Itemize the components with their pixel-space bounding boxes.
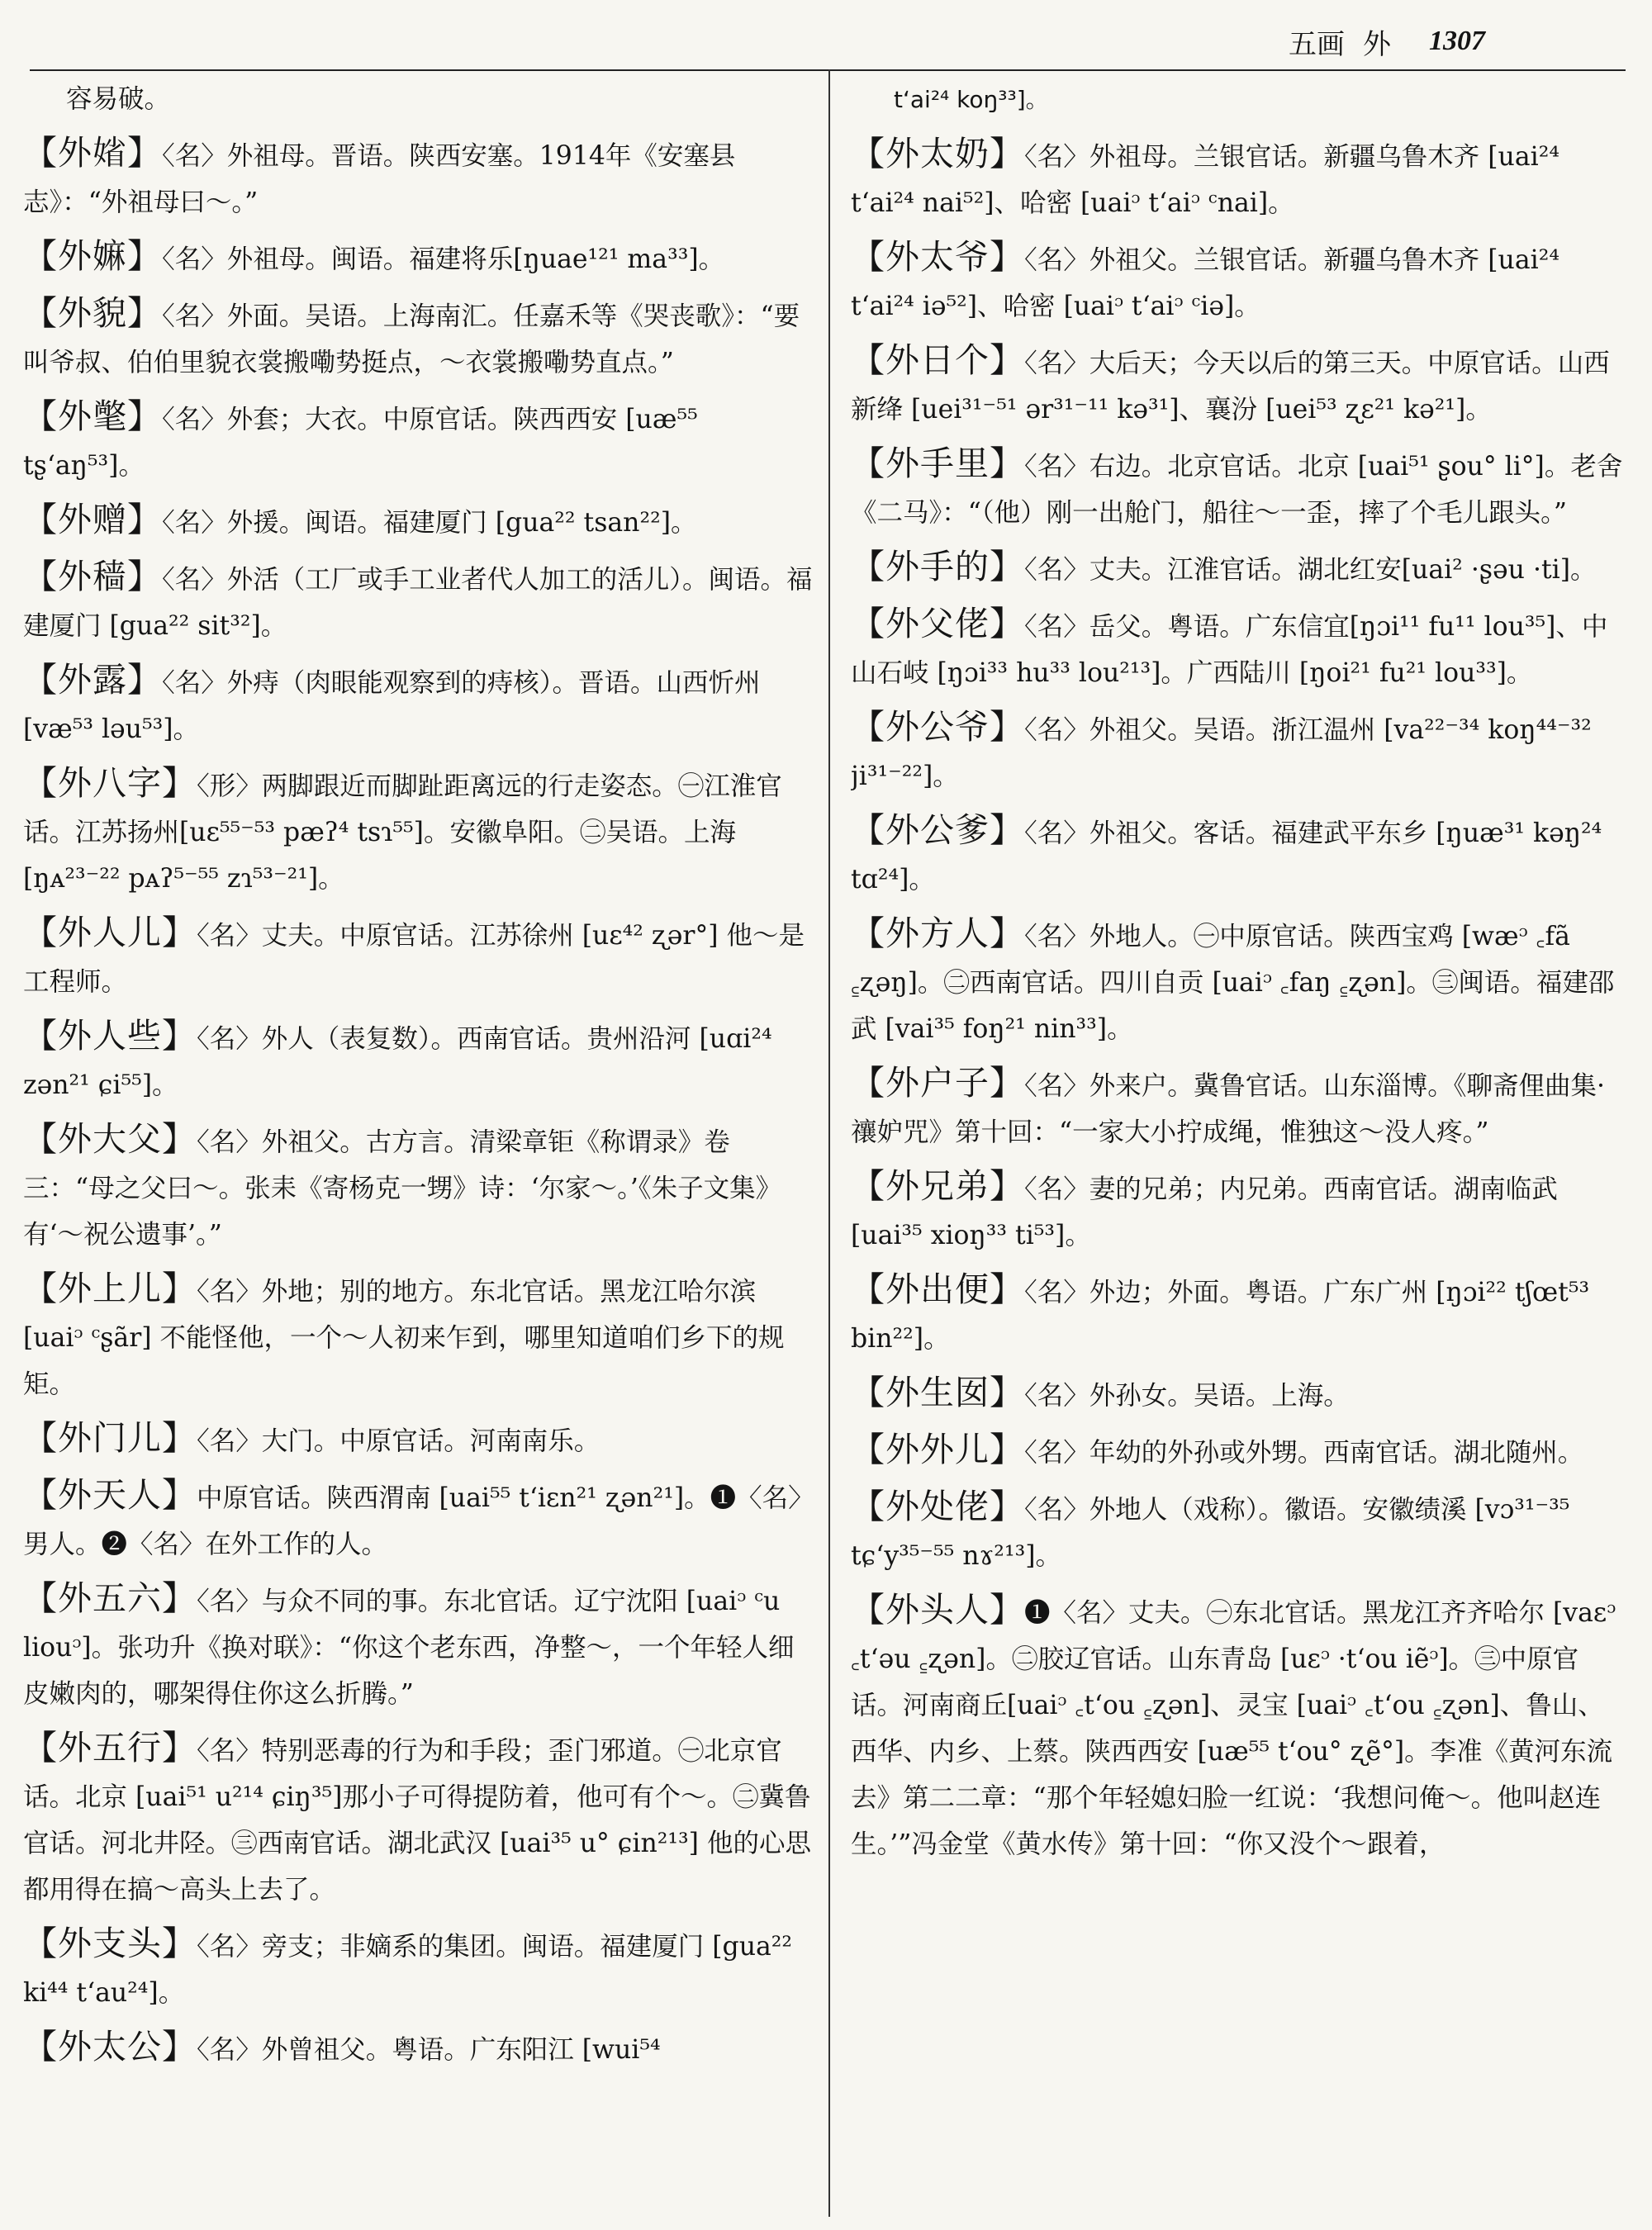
dictionary-entry	[23, 393, 816, 489]
entry-headword: 【外人儿】	[23, 913, 197, 952]
dictionary-entry	[851, 130, 1627, 226]
entry-body: 〈名〉外痔（肉眼能观察到的痔核）。晋语。山西忻州[væ⁵³ ləu⁵³]。	[23, 668, 761, 744]
entry-body: 〈名〉右边。北京官话。北京 [uai⁵¹ ʂou° li°]。老舍《二马》：“（他）刚一出舱门，船往～一歪，摔了个毛儿跟头。”	[851, 452, 1623, 528]
dictionary-entry	[851, 1587, 1627, 1867]
dictionary-entry	[851, 807, 1627, 903]
dictionary-entry	[851, 1060, 1627, 1155]
entry-headword: 【外穑】	[23, 557, 162, 596]
dictionary-entry	[23, 553, 816, 649]
entry-body: 〈名〉外祖母。晋语。陕西安塞。1914年《安塞县志》：“外祖母曰～。”	[23, 141, 736, 217]
entry-headword: 【外露】	[23, 660, 162, 700]
entry-body: 〈名〉外孙女。吴语。上海。	[1024, 1381, 1350, 1411]
entry-headword: 【外大父】	[23, 1119, 197, 1159]
entry-headword: 【外太奶】	[851, 134, 1024, 173]
entry-body: 〈名〉外套；大衣。中原官话。陕西西安 [uæ⁵⁵ tʂʻaŋ⁵³]。	[23, 405, 698, 481]
entry-headword: 【外赠】	[23, 500, 162, 539]
entry-headword: 【外八字】	[23, 763, 197, 803]
dictionary-entry	[851, 910, 1627, 1052]
entry-body: 〈名〉外人（表复数）。西南官话。贵州沿河 [uɑi²⁴ zən²¹ ɕi⁵⁵]。	[23, 1024, 772, 1100]
dictionary-entry	[23, 1725, 816, 1913]
entry-body: 〈名〉外来户。冀鲁官话。山东淄博。《聊斋俚曲集·禳妒咒》第十回：“一家大小拧成绳，惟独这～没人疼。”	[851, 1071, 1606, 1147]
entry-body: 〈名〉外边；外面。粤语。广东广州 [ŋɔi²² tʃœt⁵³ bin²²]。	[851, 1278, 1590, 1354]
entry-body: 〈名〉外祖父。吴语。浙江温州 [va²²⁻³⁴ koŋ⁴⁴⁻³² ji³¹⁻²²]。	[851, 715, 1592, 791]
dictionary-entry	[23, 290, 816, 386]
entry-headword: 【外太爷】	[851, 237, 1024, 277]
entry-body: ❶〈名〉丈夫。㊀东北官话。黑龙江齐齐哈尔 [vaɛᵓ ꜀tʻəu ꜁ʐən]。㊁胶辽官话。山东青岛 [uɛᵓ ·tʻou iẽᵓ]。㊂中原官话。河南商丘[uaiᵓ ꜀tʻou ꜁ʐən]、灵宝 [uaiᵓ ꜀tʻou ꜁ʐən]、鲁山、西华、内乡、上蔡。陕西西安 [uæ⁵⁵ tʻou° ʐẽ°]。李准《黄河东流去》第二二章：“那个年轻媳妇脸一红说：‘我想问俺～。他叫赵连生。’”冯金堂《黄水传》第十回：“你又没个～跟着，	[851, 1598, 1616, 1859]
dictionary-entry	[23, 1472, 816, 1568]
entry-headword: 【外方人】	[851, 913, 1024, 953]
entry-headword: 【外嫲】	[23, 236, 162, 276]
entry-headword: 【外人些】	[23, 1016, 197, 1056]
entry-body: 〈名〉妻的兄弟；内兄弟。西南官话。湖南临武 [uai³⁵ xioŋ³³ ti⁵³]。	[851, 1174, 1558, 1250]
dictionary-entry	[23, 1920, 816, 2016]
entry-headword: 【外手里】	[851, 444, 1024, 483]
entry-headword: 【外出便】	[851, 1269, 1024, 1309]
entry-headword: 【外兄弟】	[851, 1166, 1024, 1206]
entry-headword: 【外日个】	[851, 340, 1024, 380]
entry-body: 〈名〉大门。中原官话。河南南乐。	[197, 1426, 601, 1456]
entry-body: 〈名〉特别恶毒的行为和手段；歪门邪道。㊀北京官话。北京 [uai⁵¹ u²¹⁴ ɕiŋ³⁵]那小子可得提防着，他可有个～。㊁冀鲁官话。河北井陉。㊂西南官话。湖北武汉 [uai³⁵ u° ɕin²¹³] 他的心思都用得在搞～高头上去了。	[23, 1736, 811, 1905]
entry-body: 〈名〉外活（工厂或手工业者代人加工的活儿）。闽语。福建厦门 [gua²² sit³²]。	[23, 565, 813, 641]
entry-body: 〈名〉外援。闽语。福建厦门 [gua²² tsan²²]。	[162, 508, 697, 538]
dictionary-entry	[851, 1369, 1627, 1419]
entry-headword: 【外貌】	[23, 293, 162, 333]
dictionary-entry	[851, 234, 1627, 330]
header-radical: 五画	[1289, 27, 1345, 61]
dictionary-entry	[851, 1426, 1627, 1476]
dictionary-entry	[851, 1163, 1627, 1259]
entry-headword: 【外太公】	[23, 2027, 197, 2066]
dictionary-entry	[851, 600, 1627, 696]
dictionary-entry	[23, 1265, 816, 1407]
entry-body: 〈名〉外祖父。客话。福建武平东乡 [ŋuæ³¹ kəŋ²⁴ tɑ²⁴]。	[851, 818, 1602, 894]
entry-headword: 【外支头】	[23, 1924, 197, 1963]
dictionary-entry	[23, 1013, 816, 1108]
entry-body: 中原官话。陕西渭南 [uai⁵⁵ tʻiɛn²¹ ʐən²¹]。❶〈名〉男人。❷〈名〉在外工作的人。	[23, 1483, 814, 1559]
header-char: 外	[1363, 27, 1391, 61]
right-column	[851, 76, 1627, 2223]
entry-headword: 【外头人】	[851, 1590, 1024, 1630]
entry-headword: 【外五行】	[23, 1728, 197, 1767]
dictionary-entry	[23, 909, 816, 1005]
entry-body: 〈名〉大后天；今天以后的第三天。中原官话。山西新绛 [uei³¹⁻⁵¹ ər³¹⁻¹¹ kə³¹]、襄汾 [uei⁵³ ʐɛ²¹ kə²¹]。	[851, 349, 1610, 425]
entry-body: 〈名〉丈夫。中原官话。江苏徐州 [uɛ⁴² ʐər°] 他～是工程师。	[23, 921, 805, 997]
entry-headword: 【外外儿】	[851, 1430, 1024, 1469]
entry-headword: 【外氅】	[23, 396, 162, 436]
entry-continuation: tʻai²⁴ koŋ³³]。	[894, 86, 1049, 113]
entry-headword: 【外上儿】	[23, 1269, 197, 1308]
entry-headword: 【外𡞞】	[23, 133, 162, 173]
entry-headword: 【外户子】	[851, 1063, 1024, 1103]
entry-body: 〈形〉两脚跟近而脚趾距离远的行走姿态。㊀江淮官话。江苏扬州[uɛ⁵⁵⁻⁵³ pæʔ⁴ tsɿ⁵⁵]。安徽阜阳。㊁吴语。上海 [ŋᴀ²³⁻²² pᴀʔ⁵⁻⁵⁵ zɿ⁵³⁻²¹]。	[23, 771, 782, 894]
dictionary-entry	[851, 1266, 1627, 1362]
entry-body: 〈名〉外祖父。兰银官话。新疆乌鲁木齐 [uai²⁴ tʻai²⁴ iə⁵²]、哈密 [uaiᵓ tʻaiᵓ ᶜiə]。	[851, 245, 1559, 321]
dictionary-entry	[23, 657, 816, 752]
header-rule	[30, 69, 1626, 71]
entry-headword: 【外手的】	[851, 547, 1024, 586]
dictionary-entry	[23, 1116, 816, 1258]
entry-body: 〈名〉岳父。粤语。广东信宜[ŋɔi¹¹ fu¹¹ lou³⁵]、中山石岐 [ŋɔi³³ hu³³ lou²¹³]。广西陆川 [ŋoi²¹ fu²¹ lou³³]。	[851, 612, 1608, 688]
dictionary-entry	[23, 233, 816, 282]
entry-headword: 【外公爷】	[851, 707, 1024, 747]
entry-body: 〈名〉年幼的外孙或外甥。西南官话。湖北随州。	[1024, 1438, 1584, 1468]
entry-body: 〈名〉外祖母。兰银官话。新疆乌鲁木齐 [uai²⁴ tʻai²⁴ nai⁵²]、哈密 [uaiᵓ tʻaiᵓ ᶜnai]。	[851, 142, 1559, 218]
entry-headword: 【外公爹】	[851, 810, 1024, 850]
left-column	[23, 76, 816, 2223]
dictionary-entry	[23, 2024, 816, 2073]
entry-continuation: 容易破。	[66, 84, 171, 114]
dictionary-entry	[851, 543, 1627, 593]
entry-body: 〈名〉丈夫。江淮官话。湖北红安[uai² ·ʂəu ·ti]。	[1024, 555, 1597, 585]
entry-headword: 【外生囡】	[851, 1373, 1024, 1412]
dictionary-entry	[23, 760, 816, 902]
entry-body: 〈名〉旁支；非嫡系的集团。闽语。福建厦门 [gua²² ki⁴⁴ tʻau²⁴]。	[23, 1932, 793, 2008]
dictionary-entry	[23, 130, 816, 225]
dictionary-entry	[851, 1483, 1627, 1579]
entry-headword: 【外处佬】	[851, 1487, 1024, 1526]
entry-headword: 【外门儿】	[23, 1418, 197, 1458]
dictionary-entry	[851, 704, 1627, 799]
entry-body: 〈名〉外祖母。闽语。福建将乐[ŋuae¹²¹ ma³³]。	[162, 244, 725, 274]
page-header	[1289, 18, 1619, 64]
entry-body: 〈名〉外地人（戏称）。徽语。安徽绩溪 [vɔ³¹⁻³⁵ tɕʻy³⁵⁻⁵⁵ nɤ²¹³]。	[851, 1495, 1570, 1571]
entry-headword: 【外父佬】	[851, 604, 1024, 643]
dictionary-entry	[23, 1415, 816, 1464]
dictionary-entry	[23, 496, 816, 546]
entry-headword: 【外天人】	[23, 1475, 197, 1515]
dictionary-entry	[851, 440, 1627, 536]
entry-body: 〈名〉外地；别的地方。东北官话。黑龙江哈尔滨 [uaiᵓ ᶜʂãr] 不能怪他，一个～人初来乍到，哪里知道咱们乡下的规矩。	[23, 1277, 785, 1399]
column-divider	[828, 69, 830, 2217]
entry-body: 〈名〉外面。吴语。上海南汇。任嘉禾等《哭丧歌》：“要叫爷叔、伯伯里貌衣裳搬嘞势挺点，～衣裳搬嘞势直点。”	[23, 301, 800, 377]
dictionary-entry	[23, 1575, 816, 1717]
entry-body: 〈名〉外曾祖父。粤语。广东阳江 [wui⁵⁴	[197, 2035, 661, 2065]
dictionary-entry	[851, 337, 1627, 433]
entry-body: 〈名〉外祖父。古方言。清梁章钜《称谓录》卷三：“母之父曰～。张耒《寄杨克一甥》诗：‘尔家～。’《朱子文集》有‘～祝公遗事’。”	[23, 1127, 782, 1250]
entry-body: 〈名〉外地人。㊀中原官话。陕西宝鸡 [wæᵓ ꜀fã ꜁ʐəŋ]。㊁西南官话。四川自贡 [uaiᵓ ꜀faŋ ꜁ʐən]。㊂闽语。福建邵武 [vai³⁵ foŋ²¹ nin³³]。	[851, 922, 1615, 1044]
entry-headword: 【外五六】	[23, 1578, 197, 1618]
page-number: 1307	[1429, 26, 1485, 56]
entry-body: 〈名〉与众不同的事。东北官话。辽宁沈阳 [uaiᵓ ᶜu liouᵓ]。张功升《换对联》：“你这个老东西，净整～，一个年轻人细皮嫩肉的，哪架得住你这么折腾。”	[23, 1587, 795, 1709]
